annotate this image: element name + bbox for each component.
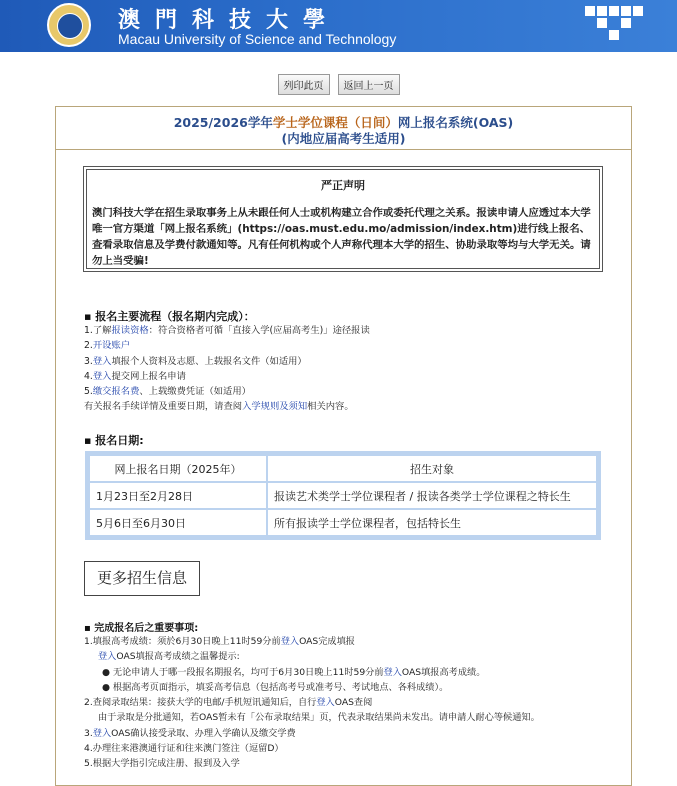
list-item: 4.登入提交网上报名申请 [84, 370, 186, 382]
list-item: 2.查阅录取结果：接获大学的电邮/手机短讯通知后，自行登入OAS查阅 [84, 697, 373, 709]
after-heading: ▪ 完成报名后之重要事项: [84, 623, 199, 634]
table-row [89, 509, 597, 536]
table-cell: 5月6日至6月30日 [89, 509, 267, 536]
table-cell: 1月23日至2月28日 [89, 482, 267, 509]
university-name-cn: 澳門科技大學 [118, 7, 341, 33]
back-button[interactable]: 返回上一页 [338, 74, 400, 95]
list-item: 2.开设账户 [84, 340, 131, 352]
header-banner [0, 0, 677, 52]
login-link[interactable]: 登入 [280, 636, 300, 647]
university-logo [47, 3, 91, 47]
list-item: 有关报名手续详情及重要日期，请查阅入学规则及须知相关内容。 [84, 401, 354, 413]
list-item: 4.办理往来港澳通行证和往来澳门签注（逗留D） [84, 743, 284, 755]
login-link[interactable]: 登入 [92, 370, 112, 382]
login-link[interactable]: 登入 [92, 727, 112, 739]
login-link[interactable]: 登入 [316, 697, 335, 709]
print-button[interactable]: 列印此页 [278, 74, 330, 95]
notice-body: 澳门科技大学在招生录取事务上从未跟任何人士或机构建立合作或委托代理之关系。报读申请人应透过本大学唯一官方渠道「网上报名系统」(https://oas.must.edu.mo/admission/index.htm)进行线上报名、查看录取信息及学费付款通知等。凡有任何机构或个人声称代理本大学的招生、协助录取等均与大学无关。请勿上当受骗! [92, 207, 591, 267]
page-title: 2025/2026学年学士学位课程（日间）网上报名系统(OAS) [173, 115, 514, 130]
admission-rules-link[interactable]: 入学规则及须知 [242, 401, 308, 413]
university-name-en: Macau University of Science and Technology [118, 31, 397, 47]
notice-title: 严正声明 [321, 179, 365, 192]
list-item: 1.填报高考成绩：须於6月30日晚上11时59分前登入OAS完成填报 [84, 636, 355, 647]
list-item: 3.登入填报个人资料及志愿、上载报名文件（如适用） [84, 355, 307, 367]
table-header-row [89, 455, 597, 482]
table-header: 招生对象 [267, 455, 597, 482]
table-cell: 所有报读学士学位课程者，包括特长生 [267, 509, 597, 536]
list-item: 登入OAS填报高考成绩之温馨提示: [98, 651, 240, 663]
login-link[interactable]: 登入 [98, 651, 117, 663]
list-item: 由于录取是分批通知，若OAS暂未有「公布录取结果」页，代表录取结果尚未发出。请申請人耐心等候通知。 [98, 712, 540, 724]
title-highlight: 学士学位课程（日间） [272, 115, 398, 130]
list-item: 1.了解报读资格：符合资格者可循「直接入学(应届高考生)」途径报读 [84, 325, 370, 336]
eligibility-link[interactable]: 报读资格 [111, 325, 149, 336]
page-subtitle: (内地应届高考生适用) [281, 131, 406, 146]
list-item: 5.根据大学指引完成注册、报到及入学 [84, 758, 240, 770]
table-cell: 报读艺术类学士学位课程者 / 报读各类学士学位课程之特长生 [267, 482, 597, 509]
table-row [89, 482, 597, 509]
after-steps [84, 634, 644, 772]
process-heading: ▪ 报名主要流程（报名期内完成）： [84, 310, 255, 323]
dates-heading: ▪ 报名日期: [84, 434, 144, 447]
process-steps [84, 323, 624, 415]
list-item: ● 根据高考页面指示，填妥高考信息（包括高考号或准考号、考试地点、各科成绩）。 [102, 681, 449, 693]
list-item: ● 无论申请人于哪一段报名期报名，均可于6月30日晚上11时59分前登入OAS填报高考成绩。 [102, 666, 486, 678]
more-admission-info-button[interactable]: 更多招生信息 [84, 561, 200, 596]
login-link[interactable]: 登入 [92, 355, 112, 367]
title-divider [55, 149, 632, 150]
pay-fee-link[interactable]: 缴交报名费 [92, 386, 140, 398]
open-account-link[interactable]: 开设账户 [92, 340, 131, 352]
toolbar [0, 74, 677, 95]
table-header: 网上报名日期（2025年） [89, 455, 267, 482]
list-item: 3.登入OAS确认接受录取、办理入学确认及缴交学费 [84, 727, 296, 739]
list-item: 5.缴交报名费、上载缴费凭证（如适用） [84, 386, 251, 398]
login-link[interactable]: 登入 [383, 666, 402, 678]
dates-table [85, 451, 601, 540]
